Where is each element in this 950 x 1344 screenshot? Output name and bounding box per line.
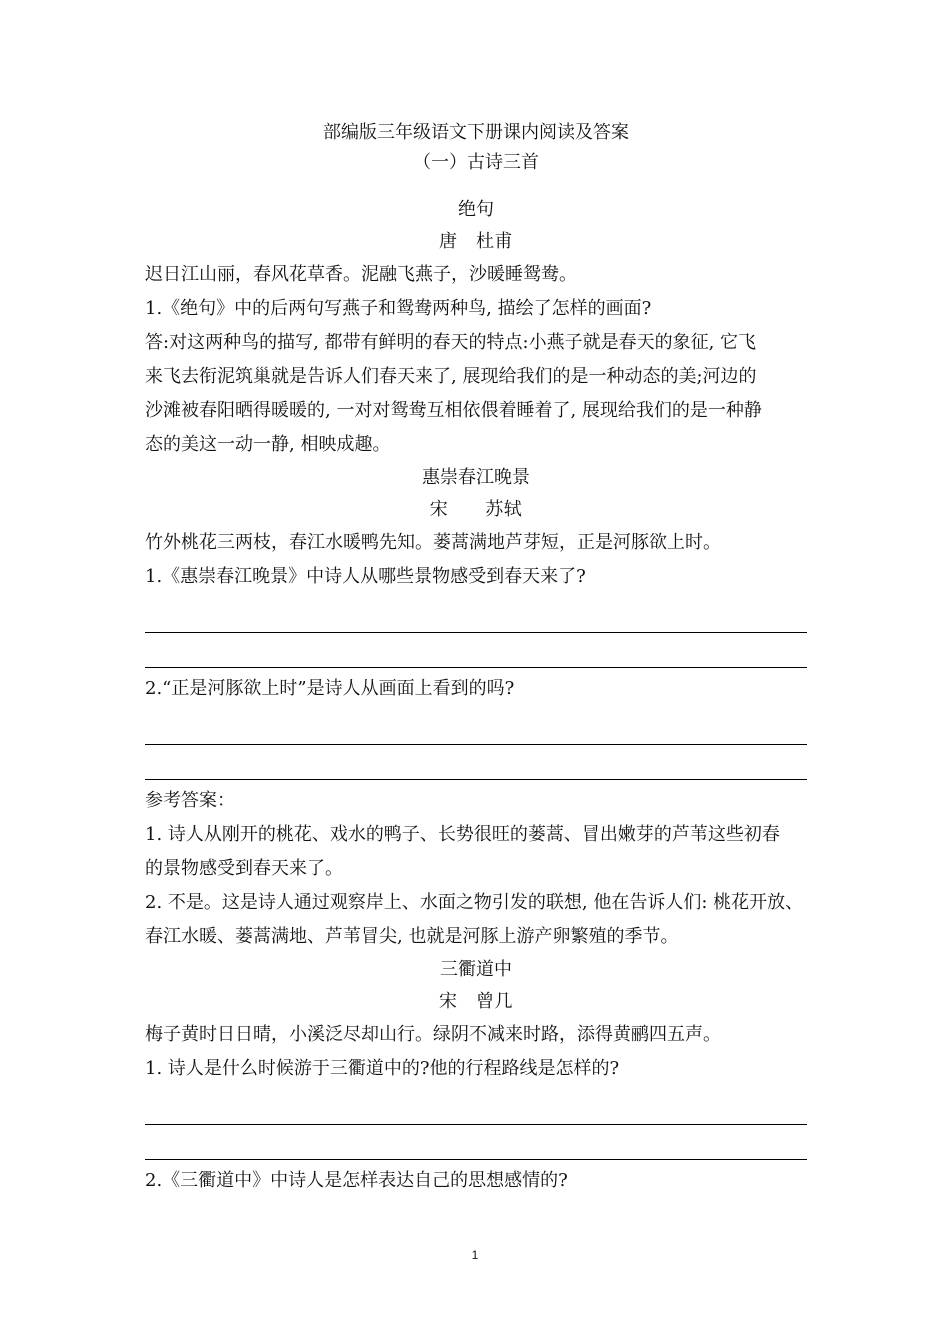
page-number: 1 (471, 1248, 479, 1262)
document-subtitle: （一）古诗三首 (413, 152, 539, 173)
answer-jueju-line-4: 态的美这一动一静, 相映成趣。 (145, 434, 391, 455)
answer-heading: 参考答案： (145, 790, 235, 811)
answer-line (145, 633, 807, 668)
poem-text-sanqu: 梅子黄时日日晴，小溪泛尽却山行。绿阴不减来时路，添得黄鹂四五声。 (145, 1024, 721, 1045)
answer-line (145, 1090, 807, 1125)
document-title: 部编版三年级语文下册课内阅读及答案 (323, 122, 629, 143)
poem-author-huichong: 宋 苏轼 (429, 499, 523, 520)
poem-author-sanqu: 宋 曾几 (439, 991, 513, 1012)
question-huichong-2: 2.“正是河豚欲上时”是诗人从画面上看到的吗? (145, 678, 515, 699)
answer-jueju-line-3: 沙滩被春阳晒得暖暖的, 一对对鸳鸯互相依偎着睡着了, 展现给我们的是一种静 (145, 400, 762, 421)
poem-text-huichong: 竹外桃花三两枝，春江水暖鸭先知。蒌蒿满地芦芽短，正是河豚欲上时。 (145, 532, 721, 553)
question-sanqu-1: 1. 诗人是什么时候游于三衢道中的?他的行程路线是怎样的? (145, 1058, 620, 1079)
answer-text-line-4: 春江水暖、蒌蒿满地、芦苇冒尖, 也就是河豚上游产卵繁殖的季节。 (145, 926, 679, 947)
answer-text-line-2: 的景物感受到春天来了。 (145, 858, 343, 879)
answer-line (145, 598, 807, 633)
question-huichong-1: 1.《惠崇春江晚景》中诗人从哪些景物感受到春天来了? (145, 566, 586, 587)
answer-line (145, 745, 807, 780)
poem-title-jueju: 绝句 (458, 199, 494, 220)
answer-jueju-line-2: 来飞去衔泥筑巢就是告诉人们春天来了, 展现给我们的是一种动态的美;河边的 (145, 366, 757, 387)
answer-lines-huichong-2 (145, 710, 807, 780)
poem-title-huichong: 惠崇春江晚景 (422, 467, 530, 488)
poem-text-jueju: 迟日江山丽，春风花草香。泥融飞燕子，沙暖睡鸳鸯。 (145, 264, 577, 285)
question-jueju-1: 1.《绝句》中的后两句写燕子和鸳鸯两种鸟, 描绘了怎样的画面? (145, 298, 652, 319)
poem-title-sanqu: 三衢道中 (440, 959, 512, 980)
question-sanqu-2: 2.《三衢道中》中诗人是怎样表达自己的思想感情的? (145, 1170, 568, 1191)
answer-line (145, 710, 807, 745)
answer-text-line-1: 1. 诗人从刚开的桃花、戏水的鸭子、长势很旺的蒌蒿、冒出嫩芽的芦苇这些初春 (145, 824, 780, 845)
answer-text-line-3: 2. 不是。这是诗人通过观察岸上、水面之物引发的联想, 他在告诉人们: 桃花开放、 (145, 892, 804, 913)
document-content (145, 118, 807, 1198)
answer-lines-huichong-1 (145, 598, 807, 668)
answer-line (145, 1125, 807, 1160)
answer-lines-sanqu-1 (145, 1090, 807, 1160)
poem-author-jueju: 唐 杜甫 (439, 231, 513, 252)
answer-jueju-line-1: 答:对这两种鸟的描写, 都带有鲜明的春天的特点:小燕子就是春天的象征, 它飞 (145, 332, 757, 353)
